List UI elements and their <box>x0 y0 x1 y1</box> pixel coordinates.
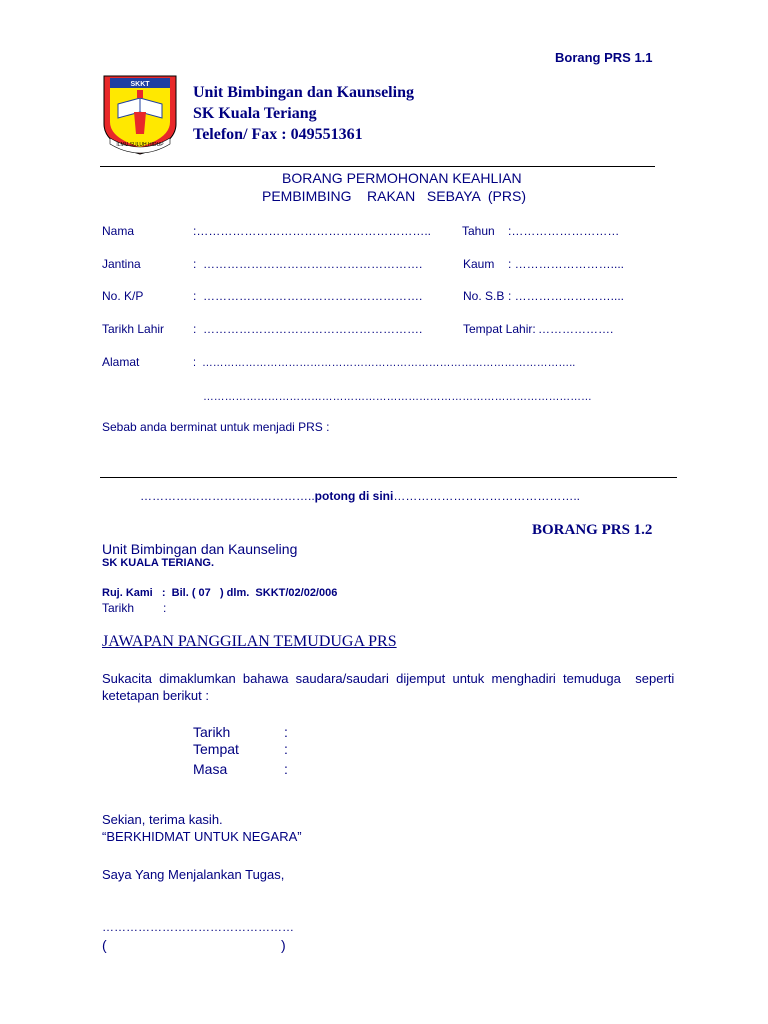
form2-tarikh-label: Tarikh <box>102 601 135 615</box>
form1-title-line1: BORANG PERMOHONAN KEAHLIAN <box>282 170 522 186</box>
field-nosb[interactable]: : …………………….... <box>508 289 625 303</box>
field-jantina[interactable]: : ………………………………………………. <box>193 257 423 271</box>
label-nama: Nama <box>102 224 135 238</box>
paren-close: ) <box>281 937 286 953</box>
header-rule <box>100 166 655 167</box>
detail-tarikh-colon: : <box>284 724 288 740</box>
field-nokp[interactable]: : ………………………………………………. <box>193 289 423 303</box>
label-nokp: No. K/P <box>102 289 144 303</box>
signature-dots: ………………………………………… <box>102 920 294 934</box>
reason-label: Sebab anda berminat untuk menjadi PRS : <box>102 420 330 434</box>
form1-code: Borang PRS 1.1 <box>555 50 653 65</box>
label-tarikh-lahir: Tarikh Lahir <box>102 322 165 336</box>
form2-body-line2: ketetapan berikut : <box>102 688 209 703</box>
form2-body-line1: Sukacita dimaklumkan bahawa saudara/saudari dijemput untuk menghadiri temuduga seperti <box>102 671 675 686</box>
field-alamat-line2[interactable]: ……………………………………………………………………………………………… <box>203 389 592 403</box>
label-alamat: Alamat <box>102 355 140 369</box>
form2-title: JAWAPAN PANGGILAN TEMUDUGA PRS <box>102 633 397 650</box>
logo-top-text: SKKT <box>130 81 150 88</box>
header-phone: Telefon/ Fax : 049551361 <box>193 126 363 143</box>
label-kaum: Kaum <box>463 257 495 271</box>
detail-tempat-label: Tempat <box>193 741 239 757</box>
form2-tarikh-colon: : <box>163 601 167 615</box>
school-crest-logo <box>100 72 180 156</box>
detail-masa-colon: : <box>284 761 288 777</box>
header-school: SK Kuala Teriang <box>193 105 317 122</box>
label-tempat-lahir: Tempat Lahir: <box>463 322 536 336</box>
detail-tempat-colon: : <box>284 741 288 757</box>
form1-title-line2: PEMBIMBING RAKAN SEBAYA (PRS) <box>262 188 526 204</box>
form2-school: SK KUALA TERIANG. <box>102 557 215 569</box>
detail-masa-label: Masa <box>193 761 228 777</box>
cut-rule <box>100 477 677 478</box>
logo-motto: ILMU SULUH HIDUP <box>116 142 164 148</box>
paren-open: ( <box>102 937 107 953</box>
closing-signoff: Saya Yang Menjalankan Tugas, <box>102 867 285 882</box>
form2-code: BORANG PRS 1.2 <box>532 522 653 538</box>
label-jantina: Jantina <box>102 257 141 271</box>
field-alamat[interactable]: : ………………………………………………………………………………………….. <box>193 355 576 369</box>
cut-label: potong di sini <box>314 489 394 503</box>
closing-motto: “BERKHIDMAT UNTUK NEGARA” <box>102 829 302 844</box>
header-unit: Unit Bimbingan dan Kaunseling <box>193 84 414 101</box>
field-tarikh-lahir[interactable]: : ………………………………………………. <box>193 322 423 336</box>
detail-tarikh-label: Tarikh <box>193 724 231 740</box>
closing-thanks: Sekian, terima kasih. <box>102 812 223 827</box>
field-nama[interactable]: :………………………………………………….. <box>193 224 432 238</box>
form2-ruj: Ruj. Kami : Bil. ( 07 ) dlm. SKKT/02/02/006 <box>102 587 338 599</box>
field-tahun[interactable]: :……………………… <box>508 224 620 238</box>
field-kaum[interactable]: : …………………….... <box>508 257 625 271</box>
field-tempat-lahir[interactable]: ………………. <box>538 322 614 336</box>
form2-unit: Unit Bimbingan dan Kaunseling <box>102 541 298 557</box>
label-nosb: No. S.B <box>463 289 505 303</box>
cut-dots-right: ……………………………………….. <box>393 489 580 503</box>
cut-line <box>140 489 580 503</box>
cut-dots-left: …………………………………….. <box>140 489 315 503</box>
label-tahun: Tahun <box>462 224 495 238</box>
